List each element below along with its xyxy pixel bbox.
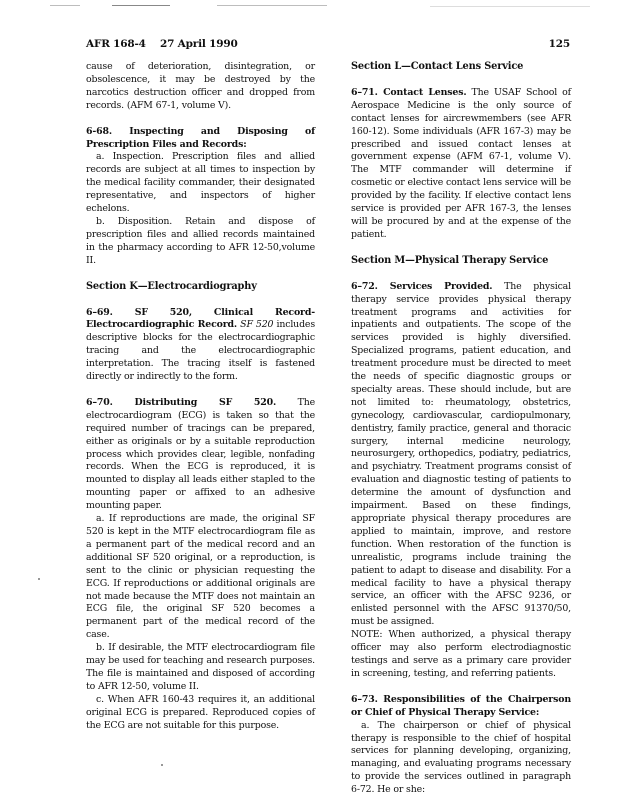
scan-artifact-line — [112, 5, 170, 6]
paragraph-body-6-69: includes descriptive blocks for the electrocardiographic tracing and the electrocardiographic interpretation. The tracing itself is fastened directly or indirectly to the form. — [86, 319, 315, 383]
subparagraph-6-68-a: a. Inspection. Prescription files and allied records are subject at all times to inspection by the medical facility commander, their designated representative, and inspectors of higher echelons. — [86, 151, 315, 215]
subparagraph-6-73-a: a. The chairperson or chief of physical therapy is responsible to the chief of hospital services for planning developing, organizing, managing, and evaluating programs necessary to provide the services outlined in paragraph 6-72. He or she: — [351, 719, 571, 796]
document-date: 27 April 1990 — [160, 38, 238, 50]
paragraph-heading-6-70: 6–70. Distributing SF 520. — [86, 396, 277, 408]
right-column — [351, 61, 571, 810]
document-id: AFR 168-4 — [86, 38, 146, 50]
section-heading-k: Section K—Electrocardiography — [86, 280, 257, 292]
page-number: 125 — [548, 38, 570, 50]
section-heading-m: Section M—Physical Therapy Service — [351, 254, 549, 266]
scan-speck — [161, 764, 163, 766]
subparagraph-6-68-b: b. Disposition. Retain and dispose of prescription files and allied records maintained in the pharmacy according to AFR 12-50,volume II. — [86, 215, 315, 266]
paragraph-6-73 — [351, 694, 571, 797]
scan-speck — [38, 578, 40, 580]
paragraph-heading-6-68: 6-68. Inspecting and Disposing of Prescription Files and Records: — [86, 125, 315, 150]
form-reference: SF 520 — [240, 319, 274, 331]
note-6-72: NOTE: When authorized, a physical therapy officer may also perform electrodiagnostic testings and serve as a primary care provider in screening, testing, and referring patients. — [351, 629, 571, 679]
scan-artifact-line — [50, 5, 80, 6]
scan-artifact-line — [430, 6, 590, 7]
paragraph-6-72 — [351, 281, 571, 681]
paragraph-body-6-70: The electrocardiogram (ECG) is taken so that the required number of tracings can be prepared, either as originals or by a suitable reproduction process which provides clear, legible, nonfading records. When the ECG is reproduced, it is mounted to display all leads either stapled to the mounting paper or affixed to an adhesive mounting paper. — [86, 396, 315, 512]
page-header — [86, 38, 570, 54]
paragraph-heading-6-69: 6–69. SF 520, Clinical Record-Electrocardiographic Record. — [86, 306, 315, 331]
paragraph-6-70 — [86, 397, 315, 733]
left-column — [86, 61, 315, 746]
scan-artifact-line — [217, 5, 327, 6]
paragraph-body-6-72: The physical therapy service provides physical therapy treatment programs and activities for inpatients and outpatients. The scope of the services provided is highly diversified. Specialized programs, patient education, and treatment procedure must be directed to meet the needs of specific diagnostic groups or specialty areas. These should include, but are not limited to: rheumatology, obstetrics, gynecology, cardiovascular, cardiopulmonary, dentistry, family practice, general and thoracic surgery, internal medicine neurology, neurosurgery, orthopedics, podiatry, pediatrics, and psychiatry. Treatment programs consist of evaluation and diagnostic testing of patients to determine the amount of dysfunction and impairment. Based on these findings, appropriate physical therapy procedures are applied to maintain, improve, and restore function. When restoration of the function is unrealistic, programs include training the patient to adapt to disease and disability. For a medical facility to have a physical therapy service, an officer with the AFSC 9236, or enlisted personnel with the AFSC 91370/50, must be assigned. — [351, 280, 571, 628]
subparagraph-6-70-a: a. If reproductions are made, the original SF 520 is kept in the MTF electrocardiogram file as a permanent part of the medical record and an additional SF 520 original, or a reproduction, is sent to the clinic or physician requesting the ECG. If reproductions or additional originals are not made because the MTF does not maintain an ECG file, the original SF 520 becomes a permanent part of the medical record of the case. — [86, 513, 315, 641]
subparagraph-6-70-c: c. When AFR 160-43 requires it, an additional original ECG is prepared. Reproduced copies of the ECG are not suitable for this purpose. — [86, 693, 315, 731]
section-heading-l: Section L—Contact Lens Service — [351, 61, 524, 72]
paragraph-heading-6-72: 6–72. Services Provided. — [351, 280, 493, 292]
paragraph-continued — [86, 61, 315, 113]
paragraph-heading-6-71: 6–71. Contact Lenses. — [351, 86, 467, 98]
paragraph-6-71 — [351, 87, 571, 242]
paragraph-heading-6-73: 6–73. Responsibilities of the Chairperson or Chief of Physical Therapy Service: — [351, 693, 571, 718]
paragraph-body-6-71: The USAF School of Aerospace Medicine is the only source of contact lenses for aircrewmembers (see AFR 160-12). Some individuals (AFR 167-3) may be prescribed and issued contact lenses at government expense (AFM 67-1, volume V). The MTF commander will determine if cosmetic or elective contact lens service will be provided by the facility. If elective contact lens service is provided per AFR 167-3, the lenses will be procured by and at the expense of the patient. — [351, 86, 572, 240]
continued-text: cause of deterioration, disintegration, or obsolescence, it may be destroyed by the narcotics destruction officer and dropped from records. (AFM 67-1, volume V). — [86, 61, 315, 111]
subparagraph-6-70-b: b. If desirable, the MTF electrocardiogram file may be used for teaching and research purposes. The file is maintained and disposed of according to AFR 12-50, volume II. — [86, 642, 315, 692]
paragraph-6-69 — [86, 307, 315, 384]
paragraph-6-68 — [86, 126, 315, 268]
